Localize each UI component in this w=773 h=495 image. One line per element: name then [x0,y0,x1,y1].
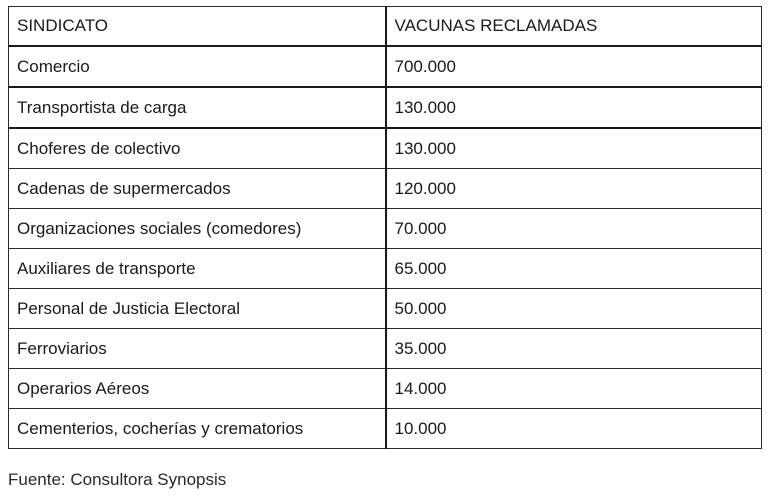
cell-vacunas: 35.000 [386,329,762,369]
cell-vacunas: 10.000 [386,409,762,449]
table-row [9,249,762,289]
cell-sindicato: Organizaciones sociales (comedores) [9,209,386,249]
cell-sindicato: Ferroviarios [9,329,386,369]
cell-sindicato: Personal de Justicia Electoral [9,289,386,329]
cell-sindicato: Choferes de colectivo [9,128,386,169]
table-row [9,46,762,87]
cell-sindicato: Operarios Aéreos [9,369,386,409]
table-row [9,128,762,169]
table-header-row [9,7,762,47]
cell-vacunas: 65.000 [386,249,762,289]
cell-vacunas: 130.000 [386,128,762,169]
cell-sindicato: Comercio [9,46,386,87]
vaccine-table [8,6,762,449]
cell-sindicato: Cadenas de supermercados [9,169,386,209]
vaccine-table-container [8,6,761,449]
table-row [9,369,762,409]
cell-vacunas: 50.000 [386,289,762,329]
cell-sindicato: Cementerios, cocherías y crematorios [9,409,386,449]
table-row [9,329,762,369]
cell-vacunas: 700.000 [386,46,762,87]
cell-vacunas: 130.000 [386,87,762,128]
source-caption: Fuente: Consultora Synopsis [8,470,227,489]
header-vacunas-reclamadas: VACUNAS RECLAMADAS [386,7,762,47]
cell-vacunas: 14.000 [386,369,762,409]
table-row [9,409,762,449]
header-sindicato: SINDICATO [9,7,386,47]
table-row [9,289,762,329]
cell-vacunas: 70.000 [386,209,762,249]
cell-sindicato: Transportista de carga [9,87,386,128]
cell-sindicato: Auxiliares de transporte [9,249,386,289]
table-row [9,169,762,209]
table-row [9,87,762,128]
cell-vacunas: 120.000 [386,169,762,209]
table-row [9,209,762,249]
